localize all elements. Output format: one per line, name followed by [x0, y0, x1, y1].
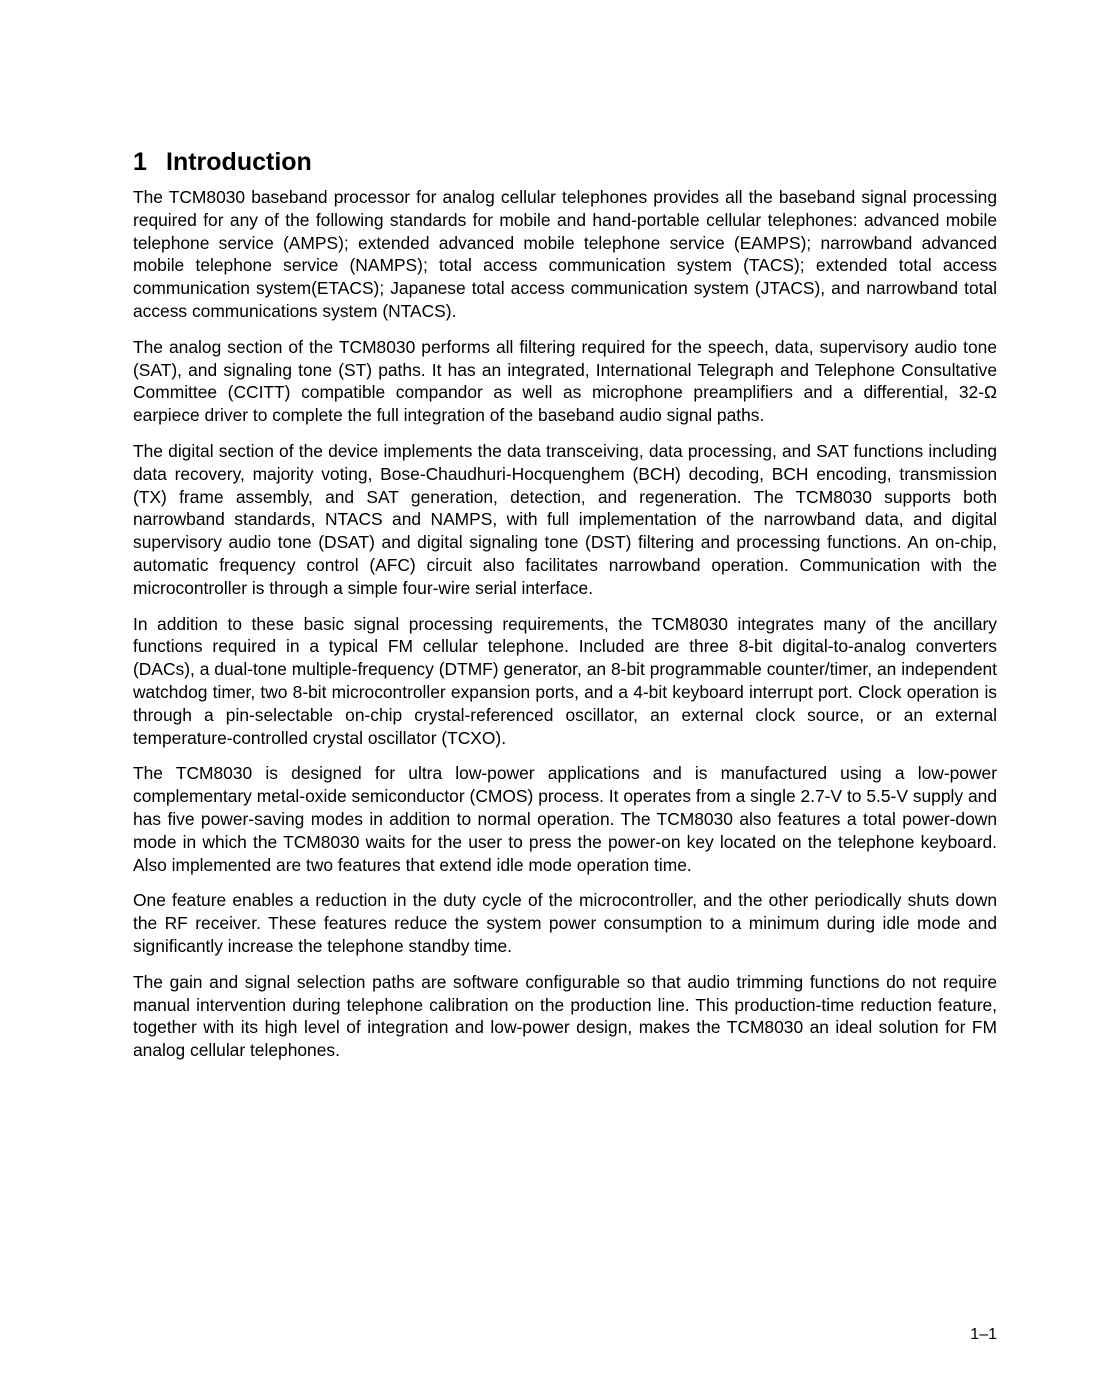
page-content — [133, 146, 997, 1075]
section-heading — [133, 146, 997, 178]
paragraph-ancillary-functions: In addition to these basic signal processing requirements, the TCM8030 integrates many of the ancillary functions required in a typical FM cellular telephone. Included are three 8-bit digital-to-analog converters (DACs), a dual-tone multiple-frequency (DTMF) generator, an 8-bit programmable counter/timer, an independent watchdog timer, two 8-bit microcontroller expansion ports, and a 4-bit keyboard interrupt port. Clock operation is through a pin-selectable on-chip crystal-referenced oscillator, an external clock source, or an external temperature-controlled crystal oscillator (TCXO). — [133, 613, 997, 748]
section-title: Introduction — [166, 148, 312, 176]
paragraph-low-power: The TCM8030 is designed for ultra low-power applications and is manufactured using a low-power complementary metal-oxide semiconductor (CMOS) process. It operates from a single 2.7-V to 5.5-V supply and has five power-saving modes in addition to normal operation. The TCM8030 also features a total power-down mode in which the TCM8030 waits for the user to press the power-on key located on the telephone keyboard. Also implemented are two features that extend idle mode operation time. — [133, 763, 997, 875]
section-number: 1 — [133, 148, 147, 176]
paragraph-configurability: The gain and signal selection paths are software configurable so that audio trimming functions do not require manual intervention during telephone calibration on the production line. This production-time reduction feature, together with its high level of integration and low-power design, makes the TCM8030 an ideal solution for FM analog cellular telephones. — [133, 971, 997, 1061]
page-number: 1–1 — [970, 1326, 997, 1343]
paragraph-analog-section: The analog section of the TCM8030 performs all filtering required for the speech, data, supervisory audio tone (SAT), and signaling tone (ST) paths. It has an integrated, International Telegraph and Telephone Consultative Committee (CCITT) compatible compandor as well as microphone preamplifiers and a differential, 32-Ω earpiece driver to complete the full integration of the baseband audio signal paths. — [133, 336, 997, 426]
paragraph-overview: The TCM8030 baseband processor for analog cellular telephones provides all the baseband signal processing required for any of the following standards for mobile and hand-portable cellular telephones: advanced mobile telephone service (AMPS); extended advanced mobile telephone service (EAMPS); narrowband advanced mobile telephone service (NAMPS); total access communication system (TACS); extended total access communication system(ETACS); Japanese total access communication system (JTACS), and narrowband total access communications system (NTACS). — [133, 187, 997, 321]
paragraph-idle-features: One feature enables a reduction in the duty cycle of the microcontroller, and the other periodically shuts down the RF receiver. These features reduce the system power consumption to a minimum during idle mode and significantly increase the telephone standby time. — [133, 890, 997, 956]
paragraph-digital-section: The digital section of the device implements the data transceiving, data processing, and SAT functions including data recovery, majority voting, Bose-Chaudhuri-Hocquenghem (BCH) decoding, BCH encoding, transmission (TX) frame assembly, and SAT generation, detection, and regeneration. The TCM8030 supports both narrowband standards, NTACS and NAMPS, with full implementation of the narrowband data, and digital supervisory audio tone (DSAT) and digital signaling tone (DST) filtering and processing functions. An on-chip, automatic frequency control (AFC) circuit also facilitates narrowband operation. Communication with the microcontroller is through a simple four-wire serial interface. — [133, 440, 997, 598]
